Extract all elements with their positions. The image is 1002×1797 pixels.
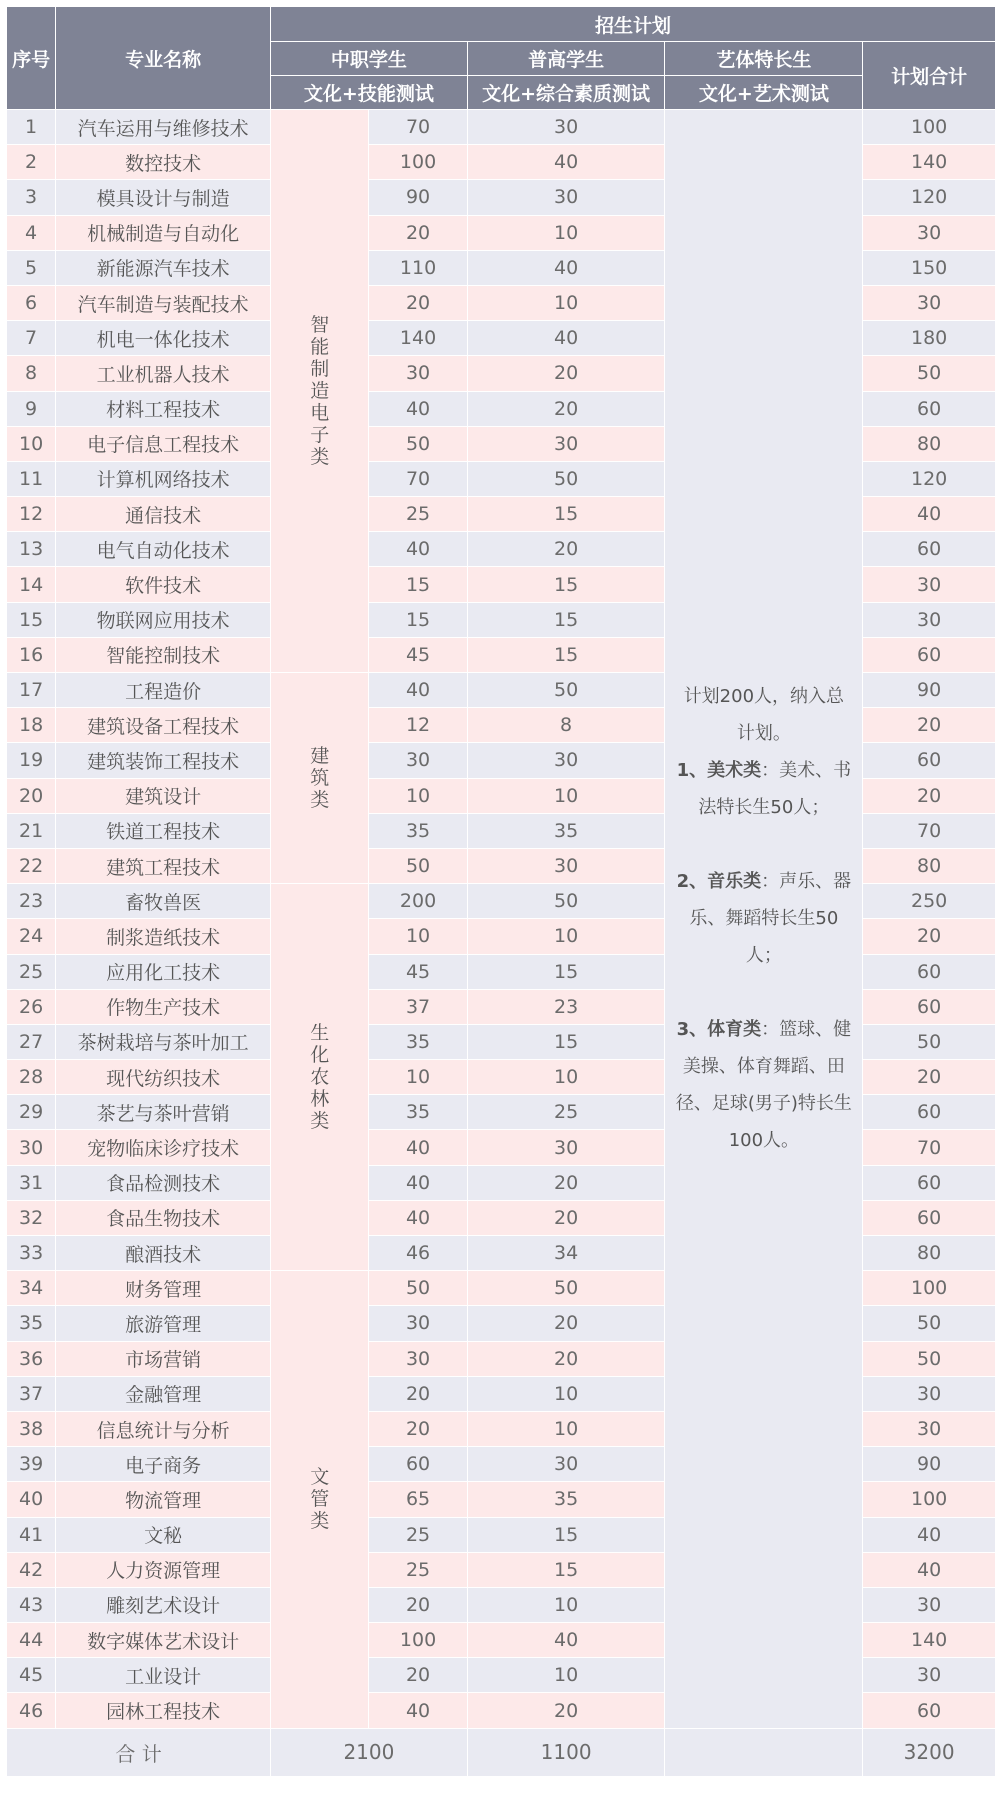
total-pugao: 1100 [467,1728,665,1776]
header-test-yiti: 文化+艺术测试 [665,76,863,110]
row-total: 40 [863,1552,996,1587]
row-zhongzhi-count: 100 [369,145,467,180]
row-zhongzhi-count: 100 [369,1623,467,1658]
row-pugao-count: 35 [467,813,665,848]
row-major-name: 应用化工技术 [56,954,271,989]
row-seq: 17 [7,673,56,708]
row-zhongzhi-count: 50 [369,1271,467,1306]
row-total: 60 [863,1165,996,1200]
row-pugao-count: 20 [467,1306,665,1341]
row-seq: 37 [7,1376,56,1411]
row-pugao-count: 30 [467,848,665,883]
row-total: 120 [863,180,996,215]
row-zhongzhi-count: 30 [369,1306,467,1341]
row-zhongzhi-count: 65 [369,1482,467,1517]
row-major-name: 机械制造与自动化 [56,215,271,250]
total-row [7,1728,996,1776]
header-total-col: 计划合计 [863,42,996,110]
row-major-name: 物联网应用技术 [56,602,271,637]
row-seq: 42 [7,1552,56,1587]
row-total: 120 [863,461,996,496]
row-major-name: 建筑装饰工程技术 [56,743,271,778]
row-major-name: 汽车运用与维修技术 [56,110,271,145]
row-zhongzhi-count: 45 [369,637,467,672]
row-seq: 18 [7,708,56,743]
header-group-zhongzhi: 中职学生 [271,42,468,76]
row-total: 90 [863,1447,996,1482]
row-pugao-count: 30 [467,743,665,778]
row-zhongzhi-count: 40 [369,1693,467,1728]
row-major-name: 金融管理 [56,1376,271,1411]
header-group-pugao: 普高学生 [467,42,665,76]
header-test-pugao: 文化+综合素质测试 [467,76,665,110]
row-total: 60 [863,954,996,989]
row-zhongzhi-count: 40 [369,1165,467,1200]
row-major-name: 物流管理 [56,1482,271,1517]
row-pugao-count: 30 [467,426,665,461]
row-pugao-count: 10 [467,1587,665,1622]
row-total: 150 [863,250,996,285]
row-zhongzhi-count: 10 [369,1060,467,1095]
row-pugao-count: 10 [467,215,665,250]
art-note-line1: 计划200人，纳入总计划。 [683,686,845,745]
row-seq: 11 [7,461,56,496]
row-seq: 27 [7,1024,56,1059]
row-total: 80 [863,1236,996,1271]
row-pugao-count: 15 [467,1517,665,1552]
row-total: 20 [863,919,996,954]
row-zhongzhi-count: 90 [369,180,467,215]
total-zhongzhi: 2100 [271,1728,468,1776]
row-pugao-count: 10 [467,285,665,320]
row-seq: 35 [7,1306,56,1341]
row-pugao-count: 20 [467,1200,665,1235]
row-seq: 3 [7,180,56,215]
row-zhongzhi-count: 25 [369,1517,467,1552]
row-major-name: 智能控制技术 [56,637,271,672]
row-total: 20 [863,708,996,743]
row-zhongzhi-count: 40 [369,1200,467,1235]
row-pugao-count: 15 [467,1552,665,1587]
row-total: 60 [863,743,996,778]
header-plan-group: 招生计划 [271,7,996,42]
row-pugao-count: 30 [467,1130,665,1165]
row-major-name: 食品检测技术 [56,1165,271,1200]
row-major-name: 软件技术 [56,567,271,602]
header-seq: 序号 [7,7,56,110]
row-seq: 15 [7,602,56,637]
row-pugao-count: 40 [467,250,665,285]
row-major-name: 食品生物技术 [56,1200,271,1235]
row-total: 140 [863,1623,996,1658]
row-zhongzhi-count: 10 [369,919,467,954]
row-zhongzhi-count: 30 [369,743,467,778]
row-seq: 2 [7,145,56,180]
row-seq: 4 [7,215,56,250]
row-total: 30 [863,1658,996,1693]
row-zhongzhi-count: 60 [369,1447,467,1482]
row-major-name: 数控技术 [56,145,271,180]
row-total: 100 [863,1271,996,1306]
row-pugao-count: 15 [467,567,665,602]
row-total: 60 [863,1200,996,1235]
row-total: 180 [863,321,996,356]
row-seq: 44 [7,1623,56,1658]
row-total: 80 [863,848,996,883]
row-total: 30 [863,1376,996,1411]
row-major-name: 建筑设备工程技术 [56,708,271,743]
row-zhongzhi-count: 20 [369,1587,467,1622]
row-total: 50 [863,356,996,391]
row-major-name: 现代纺织技术 [56,1060,271,1095]
row-major-name: 宠物临床诊疗技术 [56,1130,271,1165]
row-pugao-count: 15 [467,602,665,637]
row-major-name: 市场营销 [56,1341,271,1376]
row-total: 60 [863,1693,996,1728]
row-major-name: 雕刻艺术设计 [56,1587,271,1622]
row-pugao-count: 30 [467,180,665,215]
row-seq: 28 [7,1060,56,1095]
row-seq: 21 [7,813,56,848]
row-pugao-count: 20 [467,1693,665,1728]
row-seq: 12 [7,497,56,532]
row-major-name: 茶艺与茶叶营销 [56,1095,271,1130]
row-seq: 43 [7,1587,56,1622]
row-seq: 24 [7,919,56,954]
row-total: 50 [863,1341,996,1376]
header-major: 专业名称 [56,7,271,110]
row-major-name: 工业机器人技术 [56,356,271,391]
row-seq: 23 [7,884,56,919]
row-pugao-count: 10 [467,1658,665,1693]
row-zhongzhi-count: 30 [369,356,467,391]
row-major-name: 数字媒体艺术设计 [56,1623,271,1658]
row-total: 80 [863,426,996,461]
row-zhongzhi-count: 20 [369,285,467,320]
row-seq: 34 [7,1271,56,1306]
row-major-name: 人力资源管理 [56,1552,271,1587]
row-total: 60 [863,1095,996,1130]
row-total: 60 [863,989,996,1024]
row-pugao-count: 30 [467,1447,665,1482]
row-pugao-count: 8 [467,708,665,743]
total-all: 3200 [863,1728,996,1776]
row-major-name: 财务管理 [56,1271,271,1306]
row-pugao-count: 50 [467,884,665,919]
row-pugao-count: 20 [467,356,665,391]
table-row [7,110,996,145]
row-total: 250 [863,884,996,919]
row-total: 30 [863,1411,996,1446]
row-major-name: 信息统计与分析 [56,1411,271,1446]
row-zhongzhi-count: 70 [369,461,467,496]
row-major-name: 制浆造纸技术 [56,919,271,954]
row-seq: 39 [7,1447,56,1482]
row-total: 30 [863,285,996,320]
row-pugao-count: 15 [467,954,665,989]
row-seq: 1 [7,110,56,145]
category-label: 智能制造电子类 [310,314,330,468]
row-pugao-count: 10 [467,1411,665,1446]
art-note-sport-title: 3、体育类 [676,1019,762,1041]
row-zhongzhi-count: 40 [369,1130,467,1165]
row-seq: 29 [7,1095,56,1130]
art-sports-note-cell [665,110,863,1729]
row-pugao-count: 50 [467,461,665,496]
row-total: 100 [863,1482,996,1517]
row-total: 70 [863,813,996,848]
row-seq: 26 [7,989,56,1024]
row-major-name: 通信技术 [56,497,271,532]
table-body [7,110,996,1777]
row-total: 60 [863,532,996,567]
art-note-music-desc: ：声乐、器乐、舞蹈特长生50人； [689,871,852,967]
row-zhongzhi-count: 70 [369,110,467,145]
row-seq: 5 [7,250,56,285]
row-pugao-count: 23 [467,989,665,1024]
row-major-name: 铁道工程技术 [56,813,271,848]
row-pugao-count: 50 [467,673,665,708]
row-seq: 25 [7,954,56,989]
row-zhongzhi-count: 40 [369,673,467,708]
category-cell [271,884,369,1271]
row-zhongzhi-count: 140 [369,321,467,356]
row-pugao-count: 20 [467,1165,665,1200]
row-major-name: 酿酒技术 [56,1236,271,1271]
row-major-name: 旅游管理 [56,1306,271,1341]
category-cell [271,1271,369,1728]
row-zhongzhi-count: 15 [369,602,467,637]
category-label: 文管类 [310,1466,330,1533]
row-pugao-count: 20 [467,1341,665,1376]
row-seq: 19 [7,743,56,778]
row-major-name: 电气自动化技术 [56,532,271,567]
row-total: 90 [863,673,996,708]
row-total: 30 [863,602,996,637]
row-seq: 33 [7,1236,56,1271]
row-seq: 45 [7,1658,56,1693]
row-pugao-count: 15 [467,637,665,672]
header-group-yiti: 艺体特长生 [665,42,863,76]
category-label: 建筑类 [310,745,330,812]
row-seq: 14 [7,567,56,602]
row-zhongzhi-count: 12 [369,708,467,743]
row-total: 30 [863,567,996,602]
header-test-zhongzhi: 文化+技能测试 [271,76,468,110]
row-seq: 9 [7,391,56,426]
row-total: 20 [863,778,996,813]
category-label: 生化农林类 [310,1022,330,1133]
row-seq: 7 [7,321,56,356]
row-pugao-count: 35 [467,1482,665,1517]
row-zhongzhi-count: 10 [369,778,467,813]
row-major-name: 园林工程技术 [56,1693,271,1728]
row-major-name: 建筑设计 [56,778,271,813]
row-total: 50 [863,1024,996,1059]
enrollment-plan-table [6,6,996,1777]
row-major-name: 茶树栽培与茶叶加工 [56,1024,271,1059]
row-total: 60 [863,391,996,426]
row-zhongzhi-count: 20 [369,1376,467,1411]
row-zhongzhi-count: 50 [369,848,467,883]
row-zhongzhi-count: 20 [369,1411,467,1446]
row-major-name: 文秘 [56,1517,271,1552]
row-zhongzhi-count: 50 [369,426,467,461]
row-zhongzhi-count: 20 [369,1658,467,1693]
row-seq: 31 [7,1165,56,1200]
row-total: 30 [863,1587,996,1622]
row-pugao-count: 34 [467,1236,665,1271]
row-pugao-count: 20 [467,391,665,426]
row-zhongzhi-count: 25 [369,1552,467,1587]
row-major-name: 畜牧兽医 [56,884,271,919]
row-zhongzhi-count: 35 [369,813,467,848]
row-major-name: 电子信息工程技术 [56,426,271,461]
row-seq: 22 [7,848,56,883]
row-total: 70 [863,1130,996,1165]
row-zhongzhi-count: 15 [369,567,467,602]
category-cell [271,673,369,884]
row-major-name: 计算机网络技术 [56,461,271,496]
row-seq: 32 [7,1200,56,1235]
row-seq: 20 [7,778,56,813]
art-note-sport-desc: ：篮球、健美操、体育舞蹈、田径、足球(男子)特长生100人。 [675,1019,852,1152]
row-total: 30 [863,215,996,250]
row-pugao-count: 30 [467,110,665,145]
row-zhongzhi-count: 40 [369,391,467,426]
row-total: 60 [863,637,996,672]
row-seq: 46 [7,1693,56,1728]
row-major-name: 新能源汽车技术 [56,250,271,285]
row-major-name: 模具设计与制造 [56,180,271,215]
row-pugao-count: 15 [467,1024,665,1059]
row-major-name: 电子商务 [56,1447,271,1482]
enrollment-plan-table-wrapper [6,6,996,1777]
row-zhongzhi-count: 200 [369,884,467,919]
row-major-name: 材料工程技术 [56,391,271,426]
row-total: 40 [863,497,996,532]
row-pugao-count: 10 [467,919,665,954]
row-seq: 10 [7,426,56,461]
row-seq: 36 [7,1341,56,1376]
row-seq: 40 [7,1482,56,1517]
row-seq: 30 [7,1130,56,1165]
row-seq: 38 [7,1411,56,1446]
total-yiti [665,1728,863,1776]
category-cell [271,110,369,673]
row-zhongzhi-count: 110 [369,250,467,285]
row-major-name: 作物生产技术 [56,989,271,1024]
row-total: 100 [863,110,996,145]
row-pugao-count: 40 [467,321,665,356]
row-major-name: 汽车制造与装配技术 [56,285,271,320]
row-major-name: 建筑工程技术 [56,848,271,883]
row-pugao-count: 40 [467,145,665,180]
row-zhongzhi-count: 30 [369,1341,467,1376]
row-zhongzhi-count: 35 [369,1095,467,1130]
art-note-music-title: 1、美术类 [676,760,762,782]
row-zhongzhi-count: 35 [369,1024,467,1059]
row-total: 50 [863,1306,996,1341]
table-header [7,7,996,110]
row-zhongzhi-count: 37 [369,989,467,1024]
row-pugao-count: 10 [467,1376,665,1411]
row-pugao-count: 10 [467,778,665,813]
row-seq: 13 [7,532,56,567]
row-seq: 41 [7,1517,56,1552]
row-seq: 6 [7,285,56,320]
row-major-name: 工程造价 [56,673,271,708]
row-zhongzhi-count: 46 [369,1236,467,1271]
row-zhongzhi-count: 45 [369,954,467,989]
row-pugao-count: 25 [467,1095,665,1130]
row-major-name: 工业设计 [56,1658,271,1693]
row-zhongzhi-count: 25 [369,497,467,532]
art-note-music-title: 2、音乐类 [676,871,762,893]
row-pugao-count: 15 [467,497,665,532]
row-total: 20 [863,1060,996,1095]
art-note-art-desc: ：美术、书法特长生50人； [698,760,852,819]
row-total: 40 [863,1517,996,1552]
row-major-name: 机电一体化技术 [56,321,271,356]
row-pugao-count: 40 [467,1623,665,1658]
row-pugao-count: 50 [467,1271,665,1306]
row-pugao-count: 10 [467,1060,665,1095]
row-seq: 8 [7,356,56,391]
row-seq: 16 [7,637,56,672]
row-zhongzhi-count: 40 [369,532,467,567]
total-label: 合 计 [7,1728,271,1776]
row-total: 140 [863,145,996,180]
row-pugao-count: 20 [467,532,665,567]
row-zhongzhi-count: 20 [369,215,467,250]
